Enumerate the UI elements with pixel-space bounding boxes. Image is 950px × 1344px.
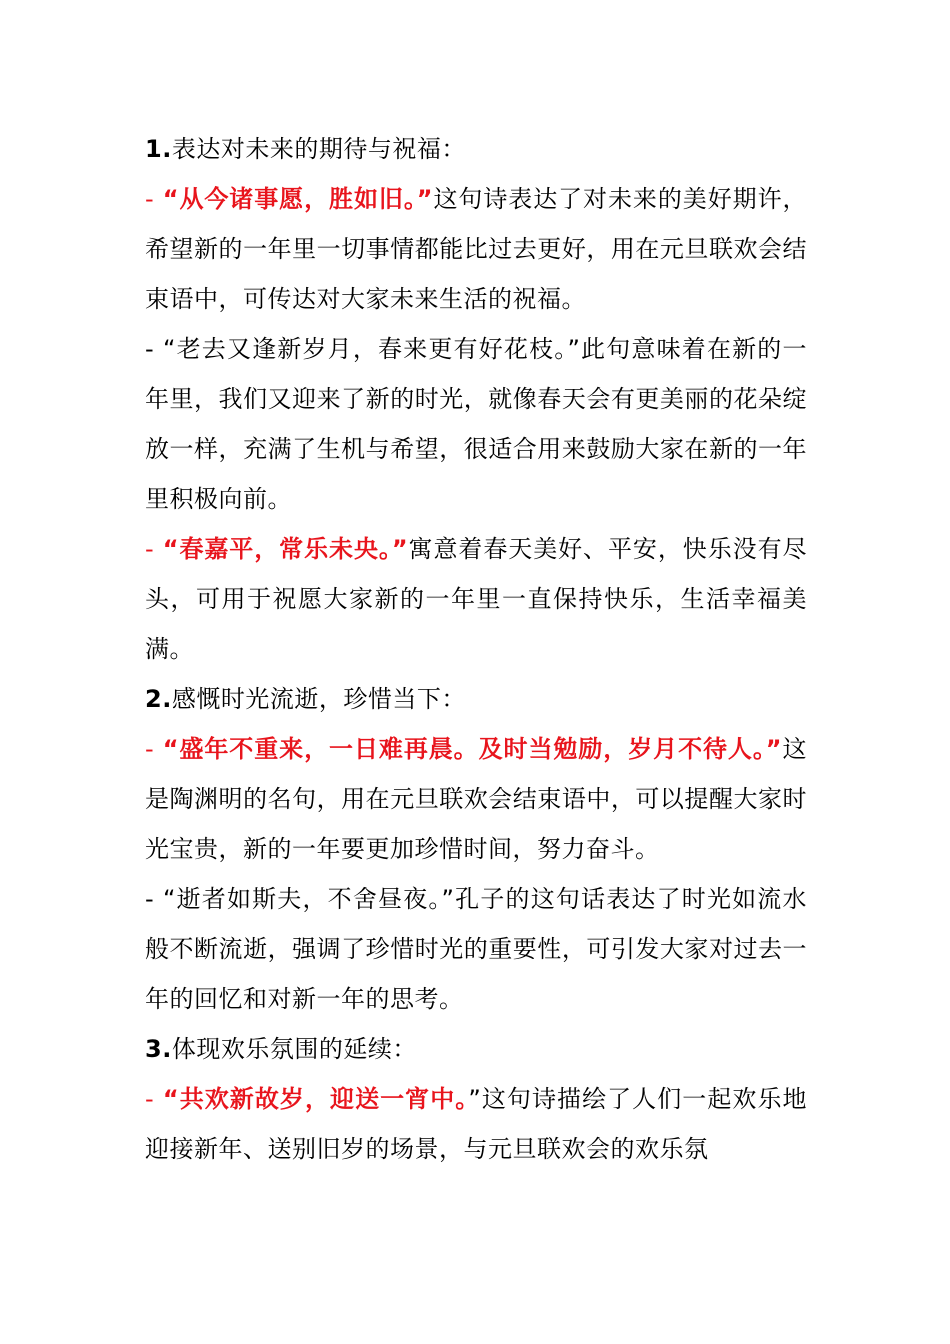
quote-text: “共欢新故岁，迎送一宵中。 [162, 1085, 469, 1113]
quote-explanation: 这是陶渊明的名句，用在元旦联欢会结束语中，可以提醒大家时光宝贵，新的一年要更加珍惜时间，努力奋斗。 [145, 735, 808, 863]
section-heading-text: 表达对未来的期待与祝福： [171, 135, 466, 163]
section-heading-1 [145, 124, 807, 174]
quote-text: “盛年不重来，一日难再晨。及时当勉励，岁月不待人。” [162, 735, 783, 763]
quote-explanation: 此句意味着在新的一年里，我们又迎来了新的时光，就像春天会有更美丽的花朵绽放一样，充满了生机与希望，很适合用来鼓励大家在新的一年里积极向前。 [145, 335, 807, 513]
section-heading-2 [145, 674, 807, 724]
quote-paragraph [145, 1074, 807, 1174]
section-number: 1. [145, 135, 172, 163]
quote-paragraph [145, 324, 807, 524]
quote-paragraph [145, 874, 807, 1024]
section-heading-3 [145, 1024, 807, 1074]
bullet-prefix: - [145, 885, 163, 913]
highlighted-quote [145, 185, 433, 213]
quote-explanation: 这句诗表达了对未来的美好期许，希望新的一年里一切事情都能比过去更好，用在元旦联欢会结束语中，可传达对大家未来生活的祝福。 [145, 185, 808, 313]
quote-paragraph [145, 724, 807, 874]
quote-paragraph [145, 174, 807, 324]
highlighted-quote [145, 735, 782, 763]
highlighted-quote [145, 535, 408, 563]
highlighted-quote [145, 1085, 468, 1113]
quote-text: “老去又逢新岁月，春来更有好花枝。” [162, 335, 581, 363]
bullet-prefix: - [145, 185, 163, 213]
section-heading-text: 感慨时光流逝，珍惜当下： [171, 685, 466, 713]
quote-text: “逝者如斯夫，不舍昼夜。” [162, 885, 455, 913]
bullet-prefix: - [145, 535, 163, 563]
quote-paragraph [145, 524, 807, 674]
quote-text: “春嘉平，常乐未央。” [162, 535, 409, 563]
bullet-prefix: - [145, 335, 163, 363]
document-page [145, 124, 807, 1174]
section-heading-text: 体现欢乐氛围的延续： [171, 1035, 417, 1063]
quote-explanation: ”这句诗描绘了人们一起欢乐地迎接新年、送别旧岁的场景，与元旦联欢会的欢乐氛 [145, 1085, 808, 1163]
section-number: 3. [145, 1035, 172, 1063]
quote-explanation: 寓意着春天美好、平安，快乐没有尽头，可用于祝愿大家新的一年里一直保持快乐，生活幸福美满。 [145, 535, 808, 663]
bullet-prefix: - [145, 735, 163, 763]
section-number: 2. [145, 685, 172, 713]
quote-explanation: 孔子的这句话表达了时光如流水般不断流逝，强调了珍惜时光的重要性，可引发大家对过去一年的回忆和对新一年的思考。 [145, 885, 807, 1013]
bullet-prefix: - [145, 1085, 163, 1113]
quote-text: “从今诸事愿，胜如旧。” [162, 185, 434, 213]
